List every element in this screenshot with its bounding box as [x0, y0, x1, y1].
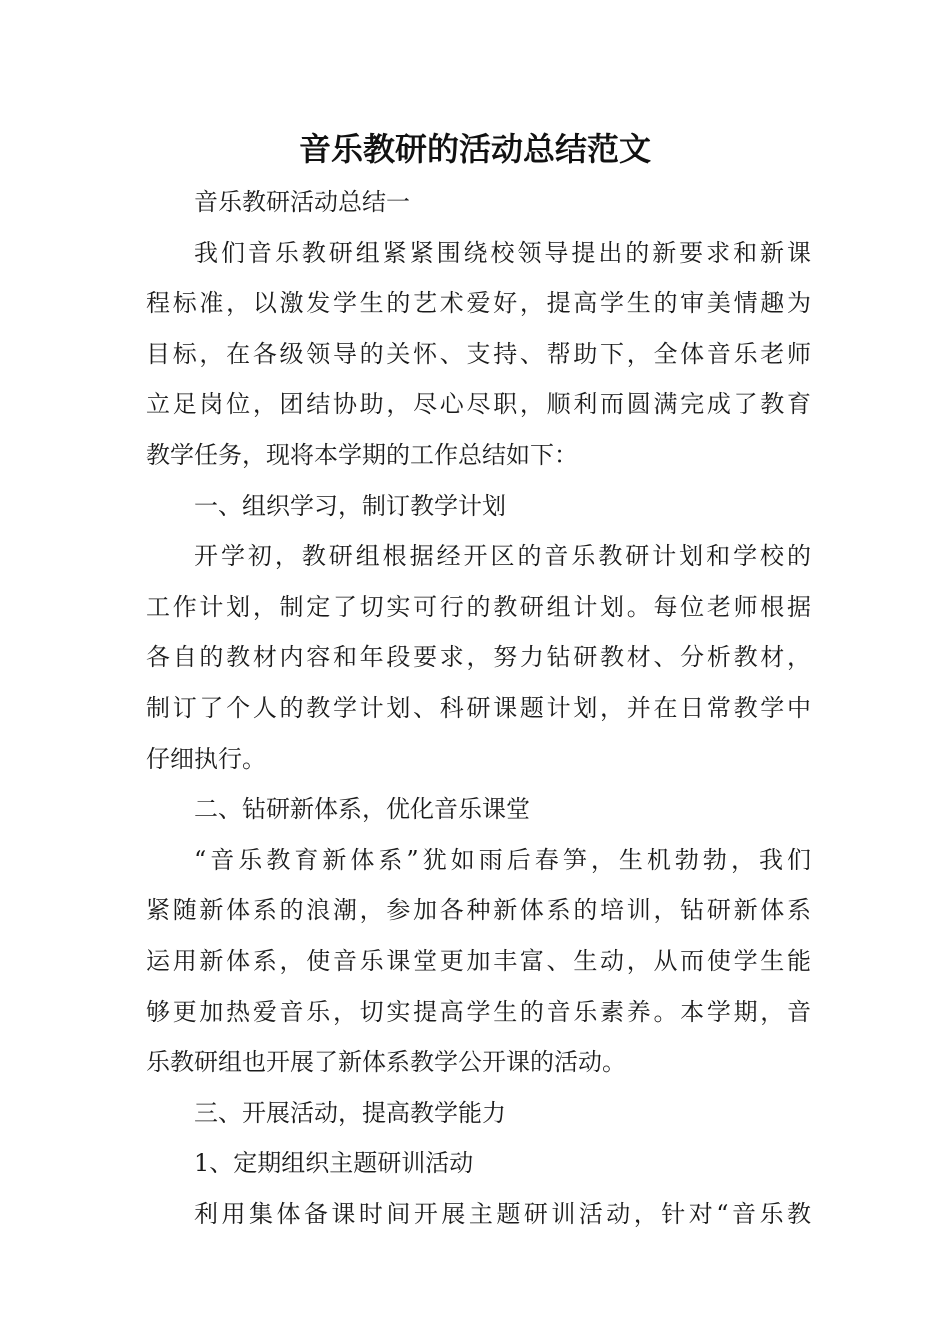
text-line: 二、钻研新体系，优化音乐课堂 [194, 795, 530, 824]
text-line: 一、组织学习，制订教学计划 [194, 491, 506, 520]
text-line: 程标准，以激发学生的艺术爱好，提高学生的审美情趣为 [146, 289, 811, 318]
text-line: 够更加热爱音乐，切实提高学生的音乐素养。本学期，音 [146, 997, 811, 1026]
text-line: 立足岗位，团结协助，尽心尽职，顺利而圆满完成了教育 [146, 390, 811, 419]
text-line: 三、开展活动，提高教学能力 [194, 1098, 506, 1127]
text-line: 开学初，教研组根据经开区的音乐教研计划和学校的 [194, 542, 811, 571]
text-line: 利用集体备课时间开展主题研训活动，针对“音乐教 [194, 1199, 811, 1228]
text-line: 目标，在各级领导的关怀、支持、帮助下，全体音乐老师 [146, 339, 811, 368]
text-line: 乐教研组也开展了新体系教学公开课的活动。 [146, 1048, 626, 1077]
document-body [146, 177, 811, 1239]
document-title: 音乐教研的活动总结范文 [298, 130, 651, 168]
text-line: 1、定期组织主题研训活动 [194, 1149, 474, 1178]
text-line: 音乐教研活动总结一 [194, 188, 410, 216]
text-line: 各自的教材内容和年段要求，努力钻研教材、分析教材， [146, 643, 811, 672]
text-line: 制订了个人的教学计划、科研课题计划，并在日常教学中 [146, 693, 811, 722]
text-line: 仔细执行。 [146, 744, 266, 773]
text-line: “音乐教育新体系”犹如雨后春笋，生机勃勃，我们 [194, 845, 811, 874]
text-line: 教学任务，现将本学期的工作总结如下： [146, 440, 578, 469]
text-line: 运用新体系，使音乐课堂更加丰富、生动，从而使学生能 [146, 946, 811, 975]
text-line: 紧随新体系的浪潮，参加各种新体系的培训，钻研新体系 [146, 896, 811, 925]
text-line: 我们音乐教研组紧紧围绕校领导提出的新要求和新课 [194, 238, 811, 267]
text-line: 工作计划，制定了切实可行的教研组计划。每位老师根据 [146, 592, 811, 621]
